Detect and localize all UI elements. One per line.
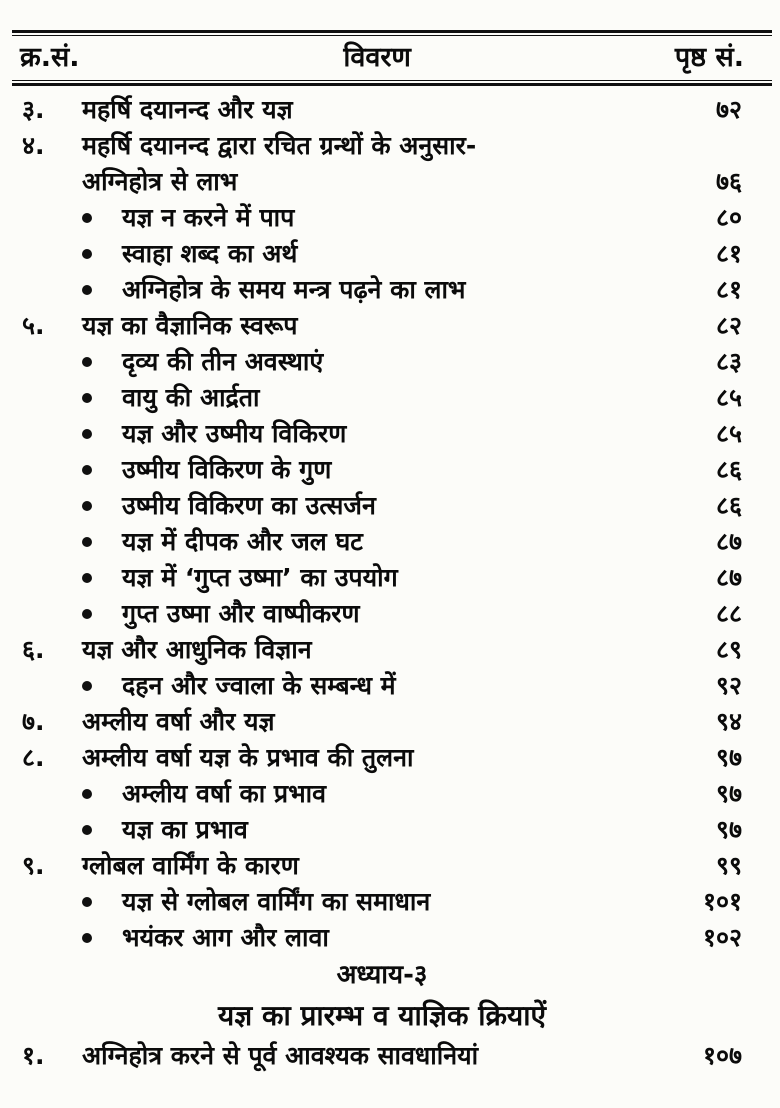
toc-entry-row (0, 704, 780, 740)
row-page-number: ९७ (715, 743, 742, 772)
bullet-icon (82, 429, 92, 439)
bullet-icon (82, 465, 92, 475)
toc-bullet-row (0, 776, 780, 812)
row-page-number: ९९ (715, 851, 742, 880)
header-labels (0, 36, 780, 80)
row-page-number: ८३ (715, 347, 742, 376)
row-text: यज्ञ और आधुनिक विज्ञान (82, 635, 312, 664)
row-text: अम्लीय वर्षा का प्रभाव (122, 779, 327, 808)
bullet-icon (82, 357, 92, 367)
toc-entry-row (0, 848, 780, 884)
row-page-number: ८२ (715, 311, 742, 340)
row-serial: १. (22, 1041, 45, 1070)
row-serial: ६. (22, 635, 45, 664)
row-text: स्वाहा शब्द का अर्थ (122, 239, 298, 268)
row-page-number: ८५ (715, 383, 742, 412)
row-page-number: ८५ (715, 419, 742, 448)
bullet-icon (82, 285, 92, 295)
row-serial: ९. (22, 851, 45, 880)
row-page-number: १०१ (702, 887, 742, 916)
row-text: अम्लीय वर्षा यज्ञ के प्रभाव की तुलना (82, 743, 414, 772)
toc-bullet-row (0, 416, 780, 452)
row-text: दहन और ज्वाला के सम्बन्ध में (122, 671, 396, 700)
row-page-number: ७२ (715, 95, 742, 124)
row-text: यज्ञ में दीपक और जल घट (122, 527, 363, 556)
toc-bullet-row (0, 596, 780, 632)
header-page-label: पृष्ठ सं. (674, 42, 744, 73)
toc-bullet-row (0, 488, 780, 524)
row-text: अग्निहोत्र करने से पूर्व आवश्यक सावधानियां (82, 1041, 479, 1070)
row-page-number: १०७ (702, 1041, 742, 1070)
toc-rows (0, 86, 780, 1074)
bullet-icon (82, 681, 92, 691)
row-text: यज्ञ न करने में पाप (122, 203, 295, 232)
row-text: ग्लोबल वार्मिंग के कारण (82, 851, 299, 880)
row-text: महर्षि दयानन्द और यज्ञ (82, 95, 293, 124)
toc-bullet-row (0, 668, 780, 704)
row-text: गुप्त उष्मा और वाष्पीकरण (122, 599, 360, 628)
row-text: दृव्य की तीन अवस्थाएं (122, 347, 324, 376)
toc-entry-row (0, 128, 780, 164)
bullet-icon (82, 249, 92, 259)
row-text: यज्ञ का वैज्ञानिक स्वरूप (82, 311, 298, 340)
toc-entry-row (0, 164, 780, 200)
row-page-number: ८९ (715, 635, 742, 664)
row-page-number: ८८ (715, 599, 742, 628)
heading-text: यज्ञ का प्रारम्भ व याज्ञिक क्रियाऐं (218, 999, 546, 1032)
bullet-icon (82, 897, 92, 907)
row-serial: ४. (22, 131, 45, 160)
row-page-number: ९७ (715, 779, 742, 808)
row-page-number: ८६ (715, 491, 742, 520)
row-text: अग्निहोत्र से लाभ (82, 167, 238, 196)
row-text: यज्ञ से ग्लोबल वार्मिंग का समाधान (122, 887, 431, 916)
bullet-icon (82, 789, 92, 799)
toc-bullet-row (0, 920, 780, 956)
row-page-number: ८७ (715, 527, 742, 556)
row-page-number: ९४ (715, 707, 742, 736)
toc-header (0, 30, 780, 86)
row-page-number: ८१ (715, 239, 742, 268)
row-page-number: ९२ (715, 671, 742, 700)
toc-bullet-row (0, 884, 780, 920)
row-page-number: ७६ (715, 167, 742, 196)
bullet-icon (82, 933, 92, 943)
toc-entry-row (0, 92, 780, 128)
row-page-number: ८७ (715, 563, 742, 592)
row-text: उष्मीय विकिरण का उत्सर्जन (122, 491, 376, 520)
toc-bullet-row (0, 200, 780, 236)
row-text: अग्निहोत्र के समय मन्त्र पढ़ने का लाभ (122, 275, 466, 304)
bullet-icon (82, 213, 92, 223)
toc-bullet-row (0, 380, 780, 416)
row-page-number: ९७ (715, 815, 742, 844)
toc-entry-row (0, 308, 780, 344)
toc-entry-row (0, 1038, 780, 1074)
toc-entry-row (0, 632, 780, 668)
row-text: वायु की आर्द्रता (122, 383, 260, 412)
row-serial: ७. (22, 707, 45, 736)
row-text: उष्मीय विकिरण के गुण (122, 455, 332, 484)
toc-bullet-row (0, 344, 780, 380)
bullet-icon (82, 501, 92, 511)
header-serial-label: क्र.सं. (20, 42, 80, 73)
row-serial: ८. (22, 743, 45, 772)
toc-bullet-row (0, 812, 780, 848)
row-page-number: ८१ (715, 275, 742, 304)
section-heading (0, 994, 780, 1038)
bullet-icon (82, 393, 92, 403)
bullet-icon (82, 609, 92, 619)
row-text: अम्लीय वर्षा और यज्ञ (82, 707, 275, 736)
toc-bullet-row (0, 236, 780, 272)
toc-bullet-row (0, 272, 780, 308)
row-text: यज्ञ और उष्मीय विकिरण (122, 419, 347, 448)
chapter-heading (0, 956, 780, 994)
row-serial: ३. (22, 95, 45, 124)
row-page-number: ८० (715, 203, 742, 232)
toc-bullet-row (0, 452, 780, 488)
row-page-number: १०२ (702, 923, 742, 952)
row-text: भयंकर आग और लावा (122, 923, 329, 952)
toc-bullet-row (0, 560, 780, 596)
row-serial: ५. (22, 311, 45, 340)
bullet-icon (82, 573, 92, 583)
row-page-number: ८६ (715, 455, 742, 484)
toc-bullet-row (0, 524, 780, 560)
toc-entry-row (0, 740, 780, 776)
bullet-icon (82, 537, 92, 547)
header-description-label: विवरण (343, 42, 411, 73)
row-text: महर्षि दयानन्द द्वारा रचित ग्रन्थों के अनुसार- (82, 131, 477, 160)
bullet-icon (82, 825, 92, 835)
row-text: यज्ञ में ‘गुप्त उष्मा’ का उपयोग (122, 563, 398, 592)
row-text: यज्ञ का प्रभाव (122, 815, 248, 844)
heading-text: अध्याय-३ (336, 960, 428, 990)
